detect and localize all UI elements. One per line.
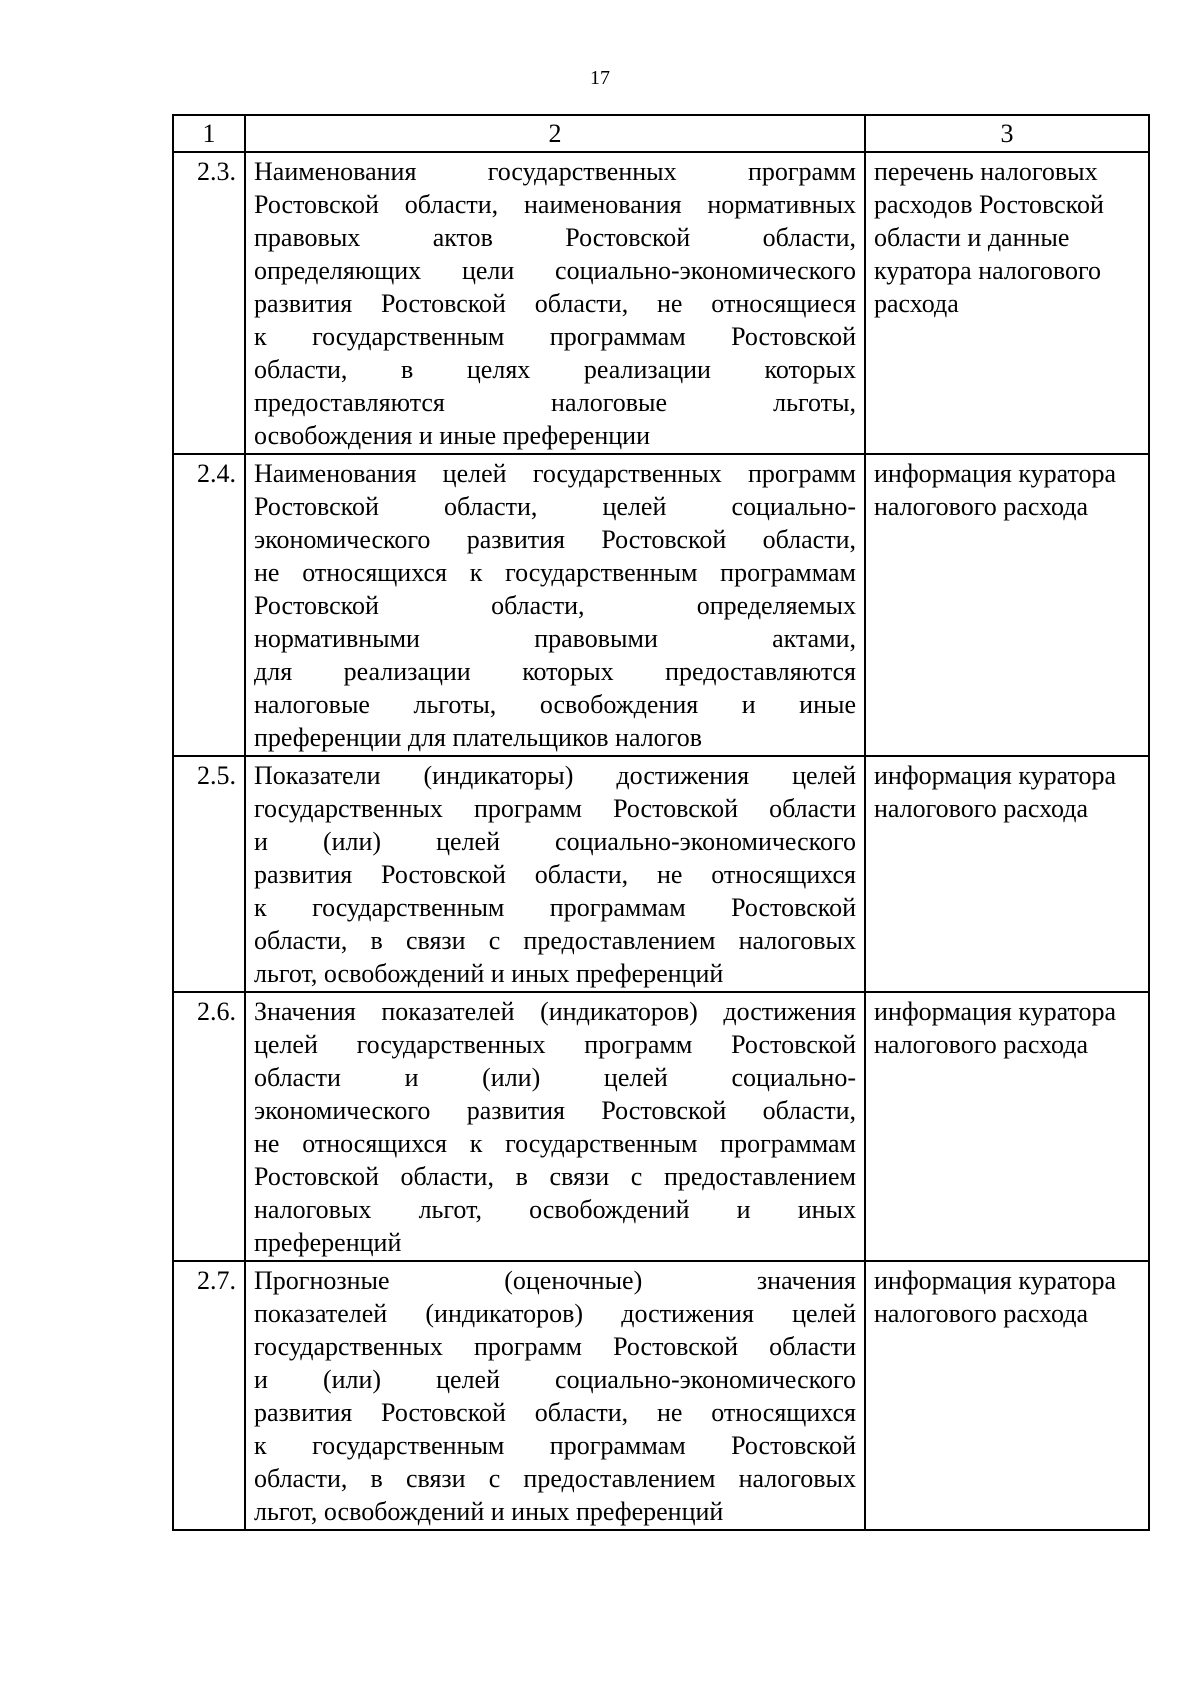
source-line: налогового расхода: [874, 1299, 1089, 1328]
description-line: определяющих цели социально-экономического: [254, 256, 856, 285]
header-cell-2: 2: [245, 115, 865, 152]
description-line: Значения показателей (индикаторов) достижения: [254, 997, 856, 1026]
page-number: 17: [590, 67, 610, 89]
description-line: предоставляются налоговые льготы,: [254, 388, 856, 417]
source-line: налогового расхода: [874, 794, 1089, 823]
table-row: [173, 756, 1149, 992]
source-line: налогового расхода: [874, 1030, 1089, 1059]
description-line: области, в целях реализации которых: [254, 355, 856, 384]
description-line: области, в связи с предоставлением налоговых: [254, 926, 856, 955]
source-line: расхода: [874, 289, 959, 318]
description-line: не относящихся к государственным программам: [254, 558, 856, 587]
source-line: налогового расхода: [874, 492, 1089, 521]
header-cell-3: 3: [865, 115, 1149, 152]
description-line: правовых актов Ростовской области,: [254, 223, 856, 252]
description-line: не относящихся к государственным программам: [254, 1129, 856, 1158]
description-line: налоговых льгот, освобождений и иных: [254, 1195, 856, 1224]
description-line: и (или) целей социально-экономического: [254, 827, 856, 856]
description-line: льгот, освобождений и иных преференций: [254, 1497, 724, 1526]
description-line: к государственным программам Ростовской: [254, 893, 856, 922]
source-line: перечень налоговых: [874, 157, 1098, 186]
description-line: Наименования целей государственных программ: [254, 459, 856, 488]
source-line: области и данные: [874, 223, 1070, 252]
description-line: налоговые льготы, освобождения и иные: [254, 690, 856, 719]
table-row: [173, 1261, 1149, 1530]
row-description-cell: [245, 1261, 865, 1530]
description-line: государственных программ Ростовской области: [254, 1332, 856, 1361]
row-description-cell: [245, 756, 865, 992]
description-line: льгот, освобождений и иных преференций: [254, 959, 724, 988]
description-line: Показатели (индикаторы) достижения целей: [254, 761, 856, 790]
description-line: Прогнозные (оценочные) значения: [254, 1266, 856, 1295]
description-line: развития Ростовской области, не относящихся: [254, 1398, 856, 1427]
source-line: информация куратора: [874, 761, 1117, 790]
description-line: области, в связи с предоставлением налоговых: [254, 1464, 856, 1493]
description-line: целей государственных программ Ростовской: [254, 1030, 856, 1059]
row-number-cell: 2.7.: [173, 1261, 245, 1530]
table-row: [173, 152, 1149, 454]
row-number-cell: 2.4.: [173, 454, 245, 756]
row-source-cell: [865, 152, 1149, 454]
description-line: нормативными правовыми актами,: [254, 624, 856, 653]
data-table: [172, 114, 1150, 1531]
description-line: для реализации которых предоставляются: [254, 657, 856, 686]
row-description-cell: [245, 152, 865, 454]
table-row: [173, 992, 1149, 1261]
row-number-cell: 2.3.: [173, 152, 245, 454]
source-line: информация куратора: [874, 997, 1117, 1026]
description-line: экономического развития Ростовской области,: [254, 1096, 856, 1125]
row-number-cell: 2.5.: [173, 756, 245, 992]
description-line: к государственным программам Ростовской: [254, 322, 856, 351]
description-line: к государственным программам Ростовской: [254, 1431, 856, 1460]
source-line: расходов Ростовской: [874, 190, 1104, 219]
row-number-cell: 2.6.: [173, 992, 245, 1261]
description-line: государственных программ Ростовской области: [254, 794, 856, 823]
description-line: преференции для плательщиков налогов: [254, 723, 702, 752]
row-source-cell: [865, 756, 1149, 992]
row-description-cell: [245, 454, 865, 756]
source-line: информация куратора: [874, 459, 1117, 488]
table-header-row: [173, 115, 1149, 152]
source-line: куратора налогового: [874, 256, 1101, 285]
source-line: информация куратора: [874, 1266, 1117, 1295]
description-line: Ростовской области, целей социально-: [254, 492, 856, 521]
description-line: освобождения и иные преференции: [254, 421, 650, 450]
description-line: и (или) целей социально-экономического: [254, 1365, 856, 1394]
row-source-cell: [865, 992, 1149, 1261]
description-line: Наименования государственных программ: [254, 157, 856, 186]
description-line: развития Ростовской области, не относящиеся: [254, 289, 856, 318]
description-line: развития Ростовской области, не относящихся: [254, 860, 856, 889]
header-cell-1: 1: [173, 115, 245, 152]
description-line: показателей (индикаторов) достижения целей: [254, 1299, 856, 1328]
row-source-cell: [865, 1261, 1149, 1530]
description-line: Ростовской области, в связи с предоставлением: [254, 1162, 856, 1191]
description-line: Ростовской области, определяемых: [254, 591, 856, 620]
description-line: Ростовской области, наименования нормативных: [254, 190, 856, 219]
row-description-cell: [245, 992, 865, 1261]
table-row: [173, 454, 1149, 756]
description-line: преференций: [254, 1228, 402, 1257]
description-line: экономического развития Ростовской области,: [254, 525, 856, 554]
description-line: области и (или) целей социально-: [254, 1063, 856, 1092]
row-source-cell: [865, 454, 1149, 756]
